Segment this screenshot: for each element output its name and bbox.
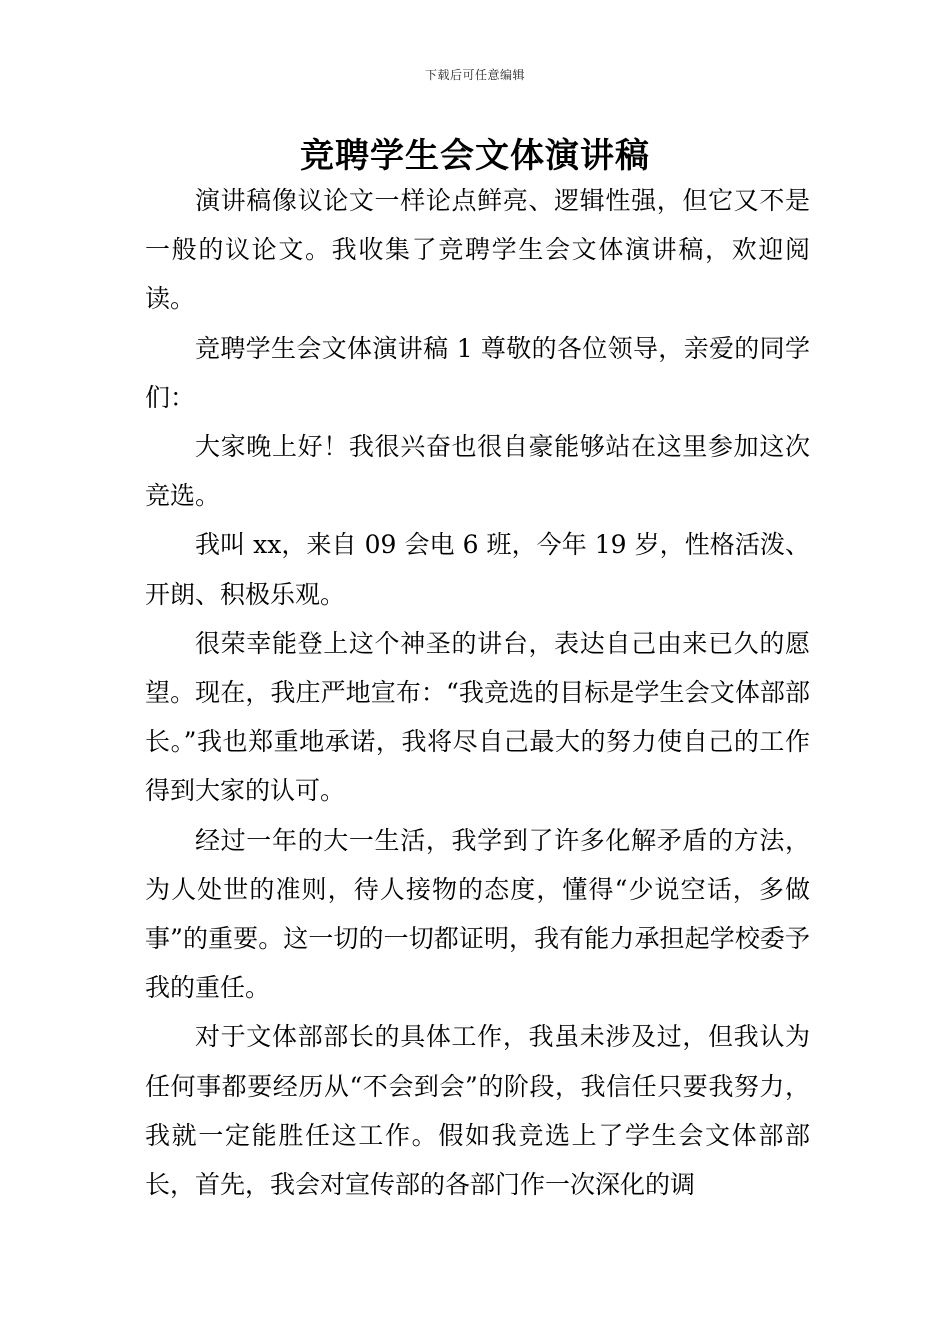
paragraph-plan: 对于文体部部长的具体工作，我虽未涉及过，但我认为任何事都要经历从“不会到会”的阶段，我信任只要我努力，我就一定能胜任这工作。假如我竞选上了学生会文体部部长，首先，我会对宣传部的各部门作一次深化的调 [145,1022,810,1200]
header-note: 下载后可任意编辑 [424,68,525,82]
document-body [145,176,810,1209]
paragraph-opening: 大家晚上好！我很兴奋也很自豪能够站在这里参加这次竞选。 [145,432,810,511]
document-title: 竞聘学生会文体演讲稿 [300,136,650,176]
paragraph-goal: 很荣幸能登上这个神圣的讲台，表达自己由来已久的愿望。现在，我庄严地宣布：“我竞选的目标是学生会文体部部长。”我也郑重地承诺，我将尽自己最大的努力使自己的工作得到大家的认可。 [145,628,810,806]
paragraph-greeting: 竞聘学生会文体演讲稿 1 尊敬的各位领导，亲爱的同学们： [145,333,810,412]
paragraph-experience: 经过一年的大一生活，我学到了许多化解矛盾的方法，为人处世的准则，待人接物的态度，懂得“少说空话，多做事”的重要。这一切的一切都证明，我有能力承担起学校委予我的重任。 [145,825,810,1003]
paragraph-intro: 演讲稿像议论文一样论点鲜亮、逻辑性强，但它又不是一般的议论文。我收集了竞聘学生会文体演讲稿，欢迎阅读。 [145,186,810,314]
paragraph-self-intro: 我叫 xx，来自 09 会电 6 班，今年 19 岁，性格活泼、开朗、积极乐观。 [145,530,810,609]
